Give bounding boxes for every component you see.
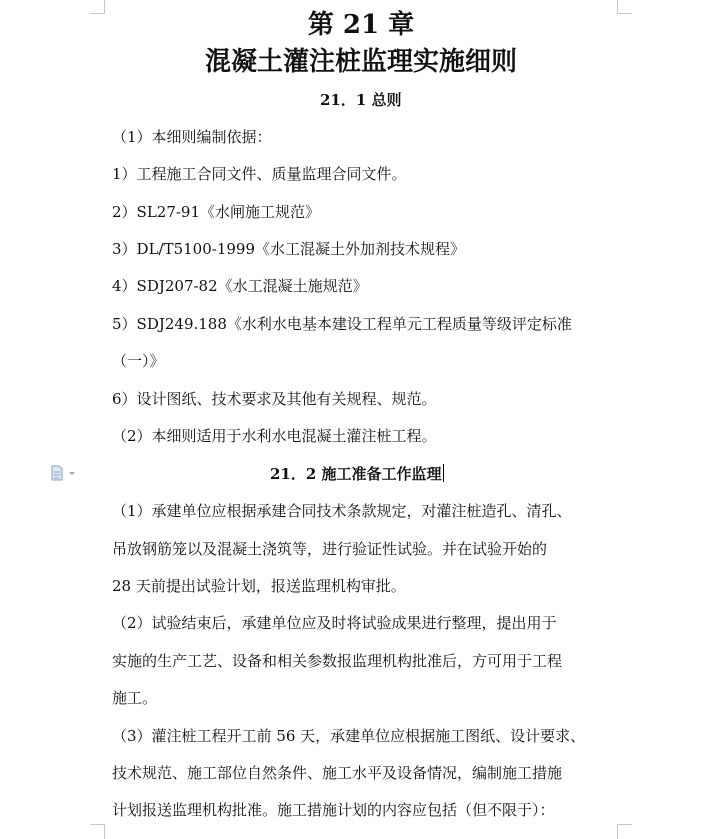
paragraph-line: 施工。: [112, 689, 158, 707]
paragraph-line: 技术规范、施工部位自然条件、施工水平及设备情况，编制施工措施: [112, 764, 563, 782]
paragraph-line: 3）DL/T5100-1999《水工混凝土外加剂技术规程》: [112, 240, 466, 258]
paragraph-line: 计划报送监理机构批准。施工措施计划的内容应包括（但不限于）：: [112, 801, 555, 819]
paragraph-line: （1）承建单位应根据承建合同技术条款规定，对灌注桩造孔、清孔、: [112, 502, 572, 520]
paragraph-line: （1）本细则编制依据：: [112, 128, 272, 146]
paragraph-line: 28 天前提出试验计划，报送监理机构审批。: [112, 577, 406, 595]
chapter-heading: 第 21 章: [307, 10, 415, 40]
paragraph-line: （一）》: [112, 352, 165, 370]
paragraph-line: 5）SDJ249.188《水利水电基本建设工程单元工程质量等级评定标准: [112, 315, 572, 333]
page-corner-mark: [90, 824, 105, 839]
paragraph-line: （2）本细则适用于水利水电混凝土灌注桩工程。: [112, 427, 437, 445]
paragraph-line: （3）灌注桩工程开工前 56 天，承建单位应根据施工图纸、设计要求、: [112, 727, 586, 745]
paragraph-options-icon[interactable]: [50, 465, 78, 481]
paragraph-line: 4）SDJ207-82《水工混凝土施规范》: [112, 277, 368, 295]
page-corner-mark: [617, 824, 632, 839]
paragraph-line: 实施的生产工艺、设备和相关参数报监理机构批准后，方可用于工程: [112, 652, 563, 670]
paragraph-line: 吊放钢筋笼以及混凝土浇筑等，进行验证性试验。并在试验开始的: [112, 540, 548, 558]
section-heading: 21．2 施工准备工作监理: [270, 465, 442, 483]
paragraph-line: 6）设计图纸、技术要求及其他有关规程、规范。: [112, 390, 437, 408]
paragraph-line: （2）试验结束后，承建单位应及时将试验成果进行整理，提出用于: [112, 614, 557, 632]
section-heading: 21．1 总则: [320, 91, 402, 109]
paragraph-line: 2）SL27-91《水闸施工规范》: [112, 203, 321, 221]
document-title: 混凝土灌注桩监理实施细则: [204, 47, 517, 77]
paragraph-line: 1）工程施工合同文件、质量监理合同文件。: [112, 165, 407, 183]
